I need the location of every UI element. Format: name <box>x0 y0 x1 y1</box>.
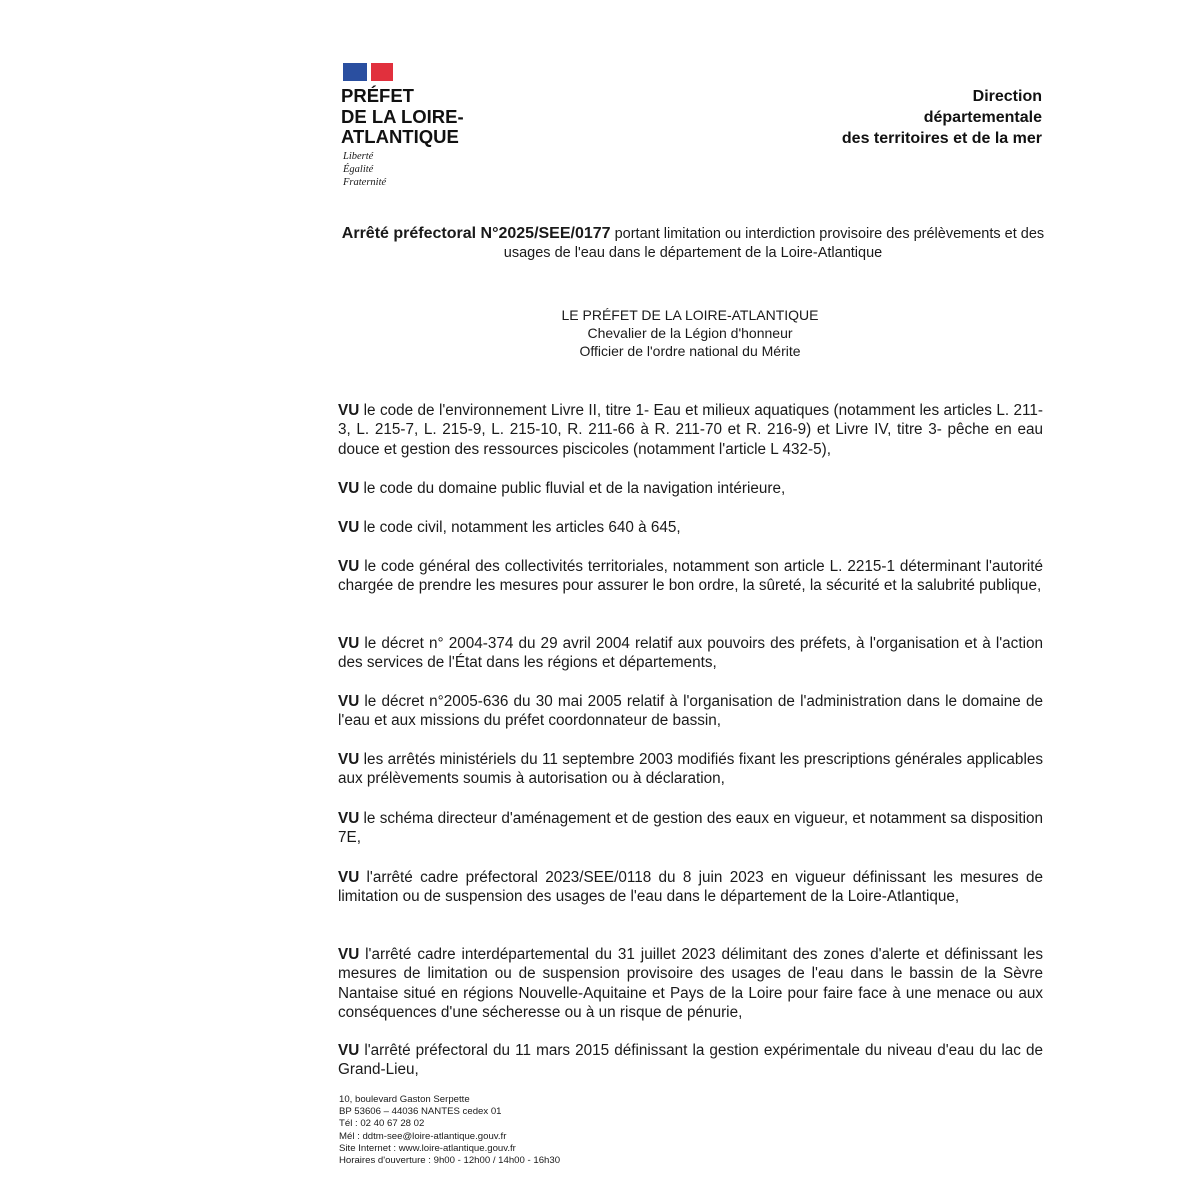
vu-label: VU <box>338 402 360 419</box>
vu-label: VU <box>338 480 360 497</box>
vu-label: VU <box>338 946 360 963</box>
prefet-line: PRÉFET <box>341 85 414 106</box>
document-title <box>340 224 1046 263</box>
vu-label: VU <box>338 519 360 536</box>
vu-label: VU <box>338 693 360 710</box>
motto <box>343 150 386 189</box>
vu-label: VU <box>338 1042 360 1059</box>
motto-line: Fraternité <box>343 177 387 188</box>
footer-line: Tél : 02 40 67 28 02 <box>339 1118 425 1130</box>
vu-label: VU <box>338 558 360 575</box>
prefet-line: DE LA LOIRE- <box>341 105 464 127</box>
footer-line: Horaires d'ouverture : 9h00 - 12h00 / 14h00 - 16h30 <box>339 1155 561 1167</box>
title-number: Arrêté préfectoral N°2025/SEE/0177 <box>341 225 611 242</box>
vu-paragraph <box>338 692 1043 731</box>
footer-line: 10, boulevard Gaston Serpette <box>339 1094 470 1105</box>
motto-line: Liberté <box>343 151 374 162</box>
vu-paragraph <box>338 401 1043 459</box>
paragraph-text: le décret n° 2004-374 du 29 avril 2004 relatif aux pouvoirs des préfets, à l'organisation et à l'action des services de l'État dans les régions et départements, <box>338 635 1043 672</box>
vu-paragraph <box>338 809 1043 848</box>
prefet-block <box>341 86 464 148</box>
vu-paragraph <box>338 945 1043 1022</box>
direction-line: Direction <box>972 88 1042 105</box>
footer-line: Mél : ddtm-see@loire-atlantique.gouv.fr <box>339 1130 507 1142</box>
vu-paragraph <box>338 1041 1043 1080</box>
vu-paragraph <box>338 557 1043 596</box>
vu-label: VU <box>338 810 360 827</box>
prefet-titles <box>520 306 860 360</box>
footer-line: Site Internet : www.loire-atlantique.gouv.fr <box>339 1142 516 1154</box>
vu-label: VU <box>338 751 360 768</box>
direction-line: des territoires et de la mer <box>841 130 1042 147</box>
vu-paragraph <box>338 518 1043 537</box>
paragraph-text: le code de l'environnement Livre II, titre 1- Eau et milieux aquatiques (notamment les articles L. 211-3, L. 215-7, L. 215-9, L. 215-10, R. 211-66 à R. 211-70 et R. 216-9) et Livre IV, titre 3- pêche en eau douce et gestion des ressources piscicoles (notamment l'article L 432-5), <box>338 402 1043 458</box>
paragraph-text: le schéma directeur d'aménagement et de gestion des eaux en vigueur, et notamment sa disposition 7E, <box>338 810 1043 847</box>
motto-line: Égalité <box>343 164 374 175</box>
paragraph-text: le décret n°2005-636 du 30 mai 2005 relatif à l'organisation de l'administration dans le domaine de l'eau et aux missions du préfet coordonnateur de bassin, <box>338 693 1043 730</box>
vu-label: VU <box>338 869 360 886</box>
prefet-title-line: LE PRÉFET DE LA LOIRE-ATLANTIQUE <box>561 307 819 323</box>
footer-line: BP 53606 – 44036 NANTES cedex 01 <box>339 1106 502 1118</box>
vu-paragraph <box>338 634 1043 673</box>
footer-address <box>339 1094 560 1167</box>
vu-paragraph <box>338 868 1043 907</box>
marianne-logo <box>343 63 393 81</box>
paragraph-text: l'arrêté cadre interdépartemental du 31 juillet 2023 délimitant des zones d'alerte et définissant les mesures de limitation ou de suspension provisoire des usages de l'eau dans le bassin de la Sèvre Nantaise situé en régions Nouvelle-Aquitaine et Pays de la Loire pour faire face à une menace ou aux conséquences d'une sécheresse ou à un risque de pénurie, <box>338 946 1043 1021</box>
direction-block <box>842 86 1042 149</box>
paragraph-text: les arrêtés ministériels du 11 septembre 2003 modifiés fixant les prescriptions générales applicables aux prélèvements soumis à autorisation ou à déclaration, <box>338 751 1043 788</box>
vu-label: VU <box>338 635 360 652</box>
prefet-line: ATLANTIQUE <box>341 126 459 147</box>
prefet-title-line: Officier de l'ordre national du Mérite <box>579 343 801 359</box>
paragraph-text: le code général des collectivités territoriales, notamment son article L. 2215-1 déterminant l'autorité chargée de prendre les mesures pour assurer le bon ordre, la sûreté, la sécurité et la salubrité publique, <box>338 558 1043 595</box>
vu-paragraph <box>338 479 1043 498</box>
title-text: portant limitation ou interdiction provisoire des prélèvements et des usages de l'eau dans le département de la Loire-Atlantique <box>503 226 1045 261</box>
prefet-title-line: Chevalier de la Légion d'honneur <box>587 325 793 341</box>
vu-paragraph <box>338 750 1043 789</box>
paragraph-text: l'arrêté cadre préfectoral 2023/SEE/0118 du 8 juin 2023 en vigueur définissant les mesures de limitation ou de suspension des usages de l'eau dans le département de la Loire-Atlantique, <box>338 869 1043 906</box>
paragraph-text: le code du domaine public fluvial et de la navigation intérieure, <box>359 480 786 497</box>
direction-line: départementale <box>923 109 1042 126</box>
paragraph-text: le code civil, notamment les articles 640 à 645, <box>359 519 681 536</box>
paragraph-text: l'arrêté préfectoral du 11 mars 2015 définissant la gestion expérimentale du niveau d'eau du lac de Grand-Lieu, <box>338 1042 1043 1079</box>
